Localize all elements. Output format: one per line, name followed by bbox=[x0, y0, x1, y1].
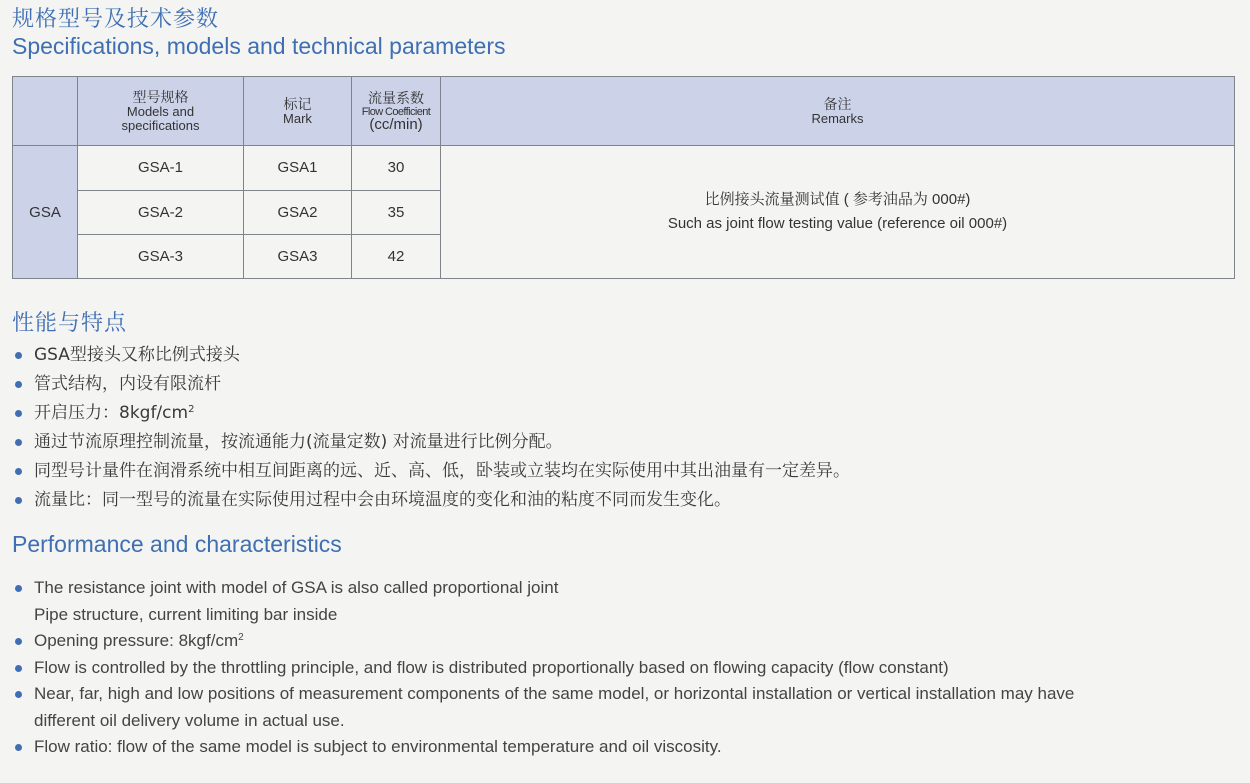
feature-cn-text: 流量比：同一型号的流量在实际使用过程中会由环境温度的变化和油的粘度不同而发生变化。 bbox=[34, 490, 731, 510]
feature-en-text-continued: different oil delivery volume in actual use. bbox=[34, 710, 345, 730]
header-flow-cn: 流量系数 bbox=[368, 90, 424, 107]
remark-en: Such as joint flow testing value (reference oil 000#) bbox=[667, 215, 1008, 233]
feature-en-text: Near, far, high and low positions of measurement components of the same model, or horizontal installation or vertical installation may have bbox=[34, 684, 1075, 703]
features-en-title: Performance and characteristics bbox=[12, 531, 342, 557]
list-item bbox=[12, 486, 850, 515]
header-model-en1: Models and bbox=[126, 104, 195, 120]
bullet-icon bbox=[15, 691, 22, 698]
bullet-icon bbox=[15, 497, 22, 504]
features-cn-title: 性能与特点 bbox=[12, 311, 128, 336]
header-mark bbox=[244, 77, 352, 146]
feature-en-text: The resistance joint with model of GSA is also called proportional joint bbox=[34, 578, 559, 597]
header-model bbox=[78, 77, 244, 146]
header-flow-unit: (cc/min) bbox=[369, 116, 423, 134]
bullet-icon bbox=[15, 744, 22, 751]
header-model-en2: specifications bbox=[121, 118, 200, 134]
superscript: 2 bbox=[238, 632, 244, 643]
feature-en-text: Flow is controlled by the throttling principle, and flow is distributed proportionally based on flowing capacity (flow constant) bbox=[34, 657, 949, 677]
flow-cell: 30 bbox=[352, 146, 441, 190]
bullet-icon bbox=[15, 665, 22, 672]
bullet-icon bbox=[15, 468, 22, 475]
list-item bbox=[12, 341, 850, 370]
header-mark-en: Mark bbox=[283, 111, 312, 127]
model-cell: GSA-2 bbox=[78, 190, 244, 234]
page-title-cn: 规格型号及技术参数 bbox=[12, 7, 220, 32]
bullet-icon bbox=[15, 381, 22, 388]
list-item bbox=[12, 602, 1074, 629]
feature-cn-text: 管式结构，内设有限流杆 bbox=[34, 374, 221, 394]
feature-cn-text: 通过节流原理控制流量，按流通能力(流量定数) 对流量进行比例分配。 bbox=[34, 432, 563, 452]
list-item bbox=[12, 628, 1074, 655]
mark-cell: GSA3 bbox=[244, 234, 352, 278]
features-cn-list bbox=[12, 341, 850, 515]
table-row bbox=[13, 146, 1235, 190]
header-remarks-cn: 备注 bbox=[823, 96, 852, 113]
feature-cn-text: 开启压力：8kgf/cm bbox=[34, 403, 189, 423]
superscript: 2 bbox=[188, 404, 195, 415]
model-cell: GSA-1 bbox=[78, 146, 244, 190]
feature-en-text: Pipe structure, current limiting bar inside bbox=[34, 604, 338, 624]
feature-en-text: Flow ratio: flow of the same model is subject to environmental temperature and oil viscosity. bbox=[34, 737, 722, 756]
flow-cell: 42 bbox=[352, 234, 441, 278]
bullet-icon bbox=[15, 410, 22, 417]
model-cell: GSA-3 bbox=[78, 234, 244, 278]
feature-en-text: Opening pressure: 8kgf/cm bbox=[34, 631, 239, 650]
feature-cn-text: GSA型接头又称比例式接头 bbox=[34, 345, 240, 365]
list-item bbox=[12, 457, 850, 486]
bullet-icon bbox=[15, 585, 22, 592]
series-cell: GSA bbox=[13, 146, 78, 279]
header-mark-cn: 标记 bbox=[283, 96, 312, 113]
bullet-icon bbox=[15, 638, 22, 645]
spec-table bbox=[12, 76, 1235, 279]
list-item bbox=[12, 370, 850, 399]
list-item bbox=[12, 681, 1074, 734]
mark-cell: GSA2 bbox=[244, 190, 352, 234]
header-flow-en: Flow Coefficient bbox=[361, 106, 431, 119]
feature-cn-text: 同型号计量件在润滑系统中相互间距离的远、近、高、低，卧装或立装均在实际使用中其出油量有一定差异。 bbox=[34, 461, 850, 481]
header-remarks-en: Remarks bbox=[811, 111, 864, 127]
remark-cn: 比例接头流量测试值 ( 参考油品为 000#) bbox=[704, 191, 971, 209]
bullet-icon bbox=[15, 352, 22, 359]
list-item bbox=[12, 575, 1074, 602]
flow-cell: 35 bbox=[352, 190, 441, 234]
table-header-row bbox=[13, 77, 1235, 146]
list-item bbox=[12, 428, 850, 457]
page-title-en: Specifications, models and technical parameters bbox=[12, 33, 506, 59]
remark-cell bbox=[441, 146, 1235, 279]
header-flow bbox=[352, 77, 441, 146]
bullet-icon bbox=[15, 439, 22, 446]
list-item bbox=[12, 655, 1074, 682]
mark-cell: GSA1 bbox=[244, 146, 352, 190]
list-item bbox=[12, 734, 1074, 761]
list-item bbox=[12, 399, 850, 428]
features-en-list bbox=[12, 575, 1074, 761]
header-remarks bbox=[441, 77, 1235, 146]
header-model-cn: 型号规格 bbox=[132, 89, 189, 106]
header-series-cell bbox=[13, 77, 78, 146]
